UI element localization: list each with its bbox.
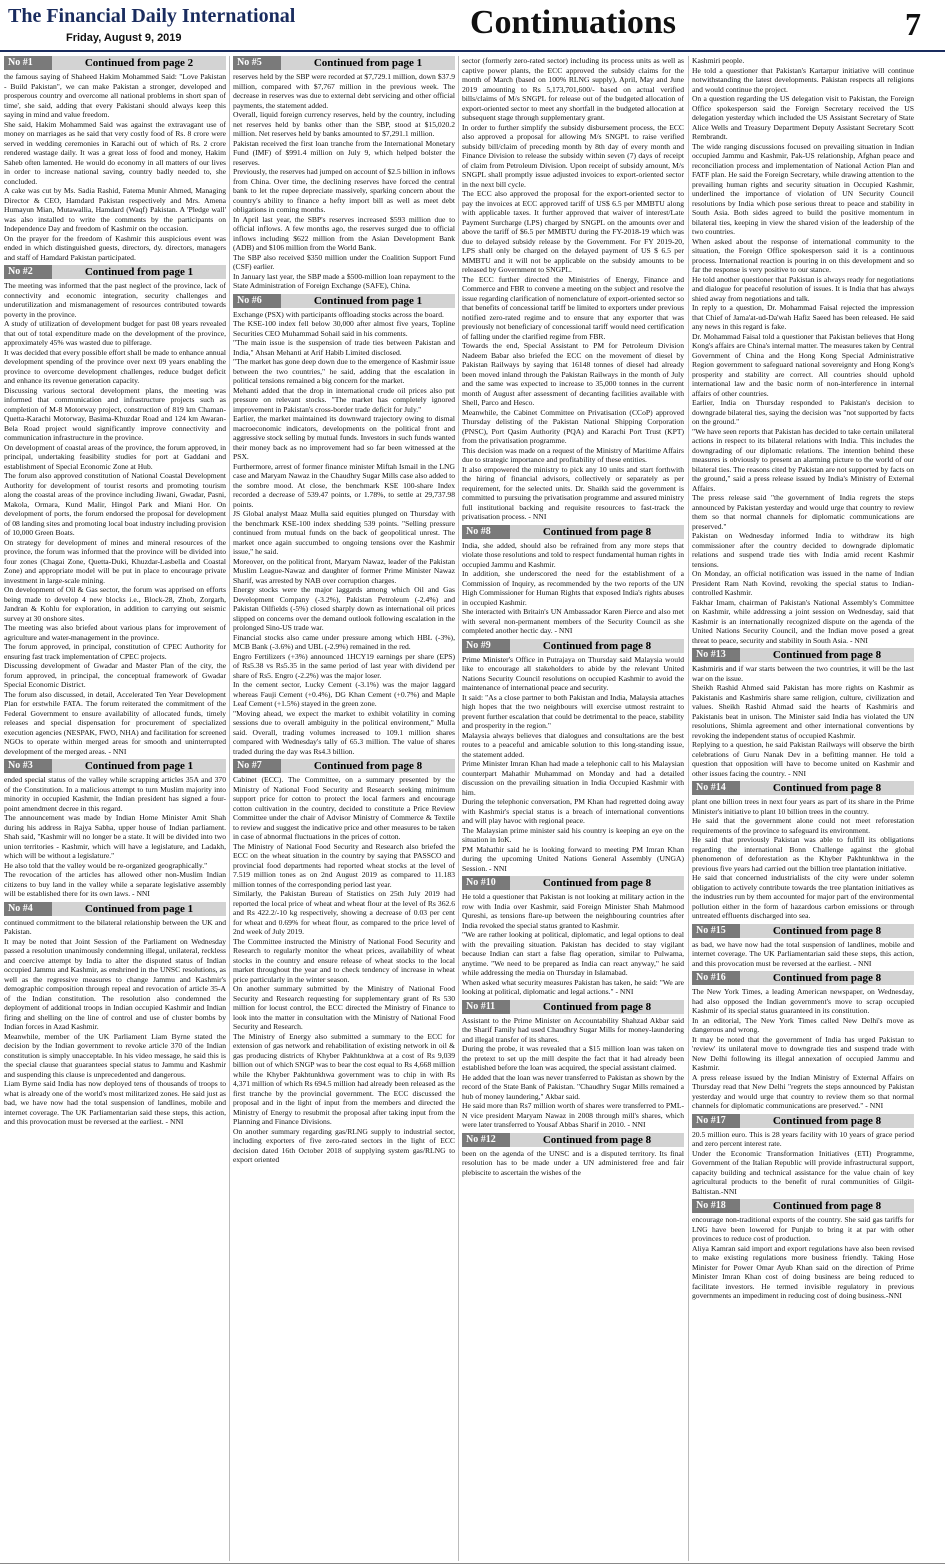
story-text: encourage non-traditional exports of the country. She said gas tariffs for LNG have been lowered for Punjab to bring it at par with other provinces to reduce cost of production. Aliya Kamran said import and export regulations have also been revised to make existing regulations more business friendly. Taking Hose Minister for Power Omar Ayub Khan said on the direction of Prime Minister Imran Khan cost of doing business are being reduced to facilitate investors. He termed invisible regulatory in previous governments an impediment in reducing cost of doing business.-NNI — [692, 1215, 914, 1300]
continuation-label: Continued from page 8 — [510, 1000, 684, 1014]
story-1 — [4, 56, 226, 262]
continuation-label: Continued from page 1 — [281, 56, 455, 70]
column-divider — [229, 56, 230, 1561]
story-header — [462, 1000, 684, 1014]
story-9 — [462, 639, 684, 874]
story-header — [692, 971, 914, 985]
continuation-label: Continued from page 8 — [740, 1199, 914, 1213]
story-number: No #17 — [692, 1114, 740, 1128]
continuation-label: Continued from page 1 — [52, 265, 226, 279]
continuation-label: Continued from page 8 — [740, 971, 914, 985]
story-text: continued commitment to the bilateral relationship between the UK and Pakistan. It may be noted that Joint Session of the Parliament on Wednesday passed a resolution unanimously condemning illegal, unilateral, reckless and coercive attempt by India to alter the disputed status of Indian occupied Jammu and Kashmir, as enshrined in the UNSC resolutions, as well as the regressive measures to change Jammu and Kashmir's demographic composition through repeal and revocation of article 35-A of the Indian constitution. The resolution also condemned the deployment of additional troops in Indian occupied Kashmir and Indian firing and shelling on the line of control and use of cluster bombs by Indian forces in Azad Kashmir. Meanwhile, member of the UK Parliament Liam Byrne stated the decision by the Indian government to revoke article 370 of the Indian constitution is simply unacceptable. In his video message, he said this is the special clause that guarantees special status to Jammu and Kashmir and suspending this clause is unprecedented and dangerous. Liam Byrne said India has now deployed tens of thousands of troops to what is already one of the world's most militarized zones. He said just as bad, we have now had the total suspension of landlines, mobile and internet coverage. The UK Parliamentarian said these steps, this action, and this provocation must be reversed at the earliest. - NNI — [4, 917, 226, 1126]
story-text: been on the agenda of the UNSC and is a disputed territory. Its final resolution has to be made under a UN administered free and fair plebiscite to ascertain the wishes of the — [462, 1148, 684, 1177]
story-number: No #12 — [462, 1133, 510, 1147]
story-header — [692, 1114, 914, 1128]
story-text: 20.5 million euro. This is 28 years facility with 10 years of grace period and zero percent interest rate. Under the Economic Transformation Initiatives (ETI) Programme, Government of the Italian Republic will provide infrastructural support, capacity building and technical assistance for the value chain of key agricultural products to the benefit of rural communities of Gilgit-Baltistan.-NNI — [692, 1129, 914, 1196]
story-8 — [462, 525, 684, 636]
column-4 — [692, 56, 914, 1561]
story-header — [233, 56, 455, 70]
story-number: No #18 — [692, 1199, 740, 1213]
story-header — [4, 759, 226, 773]
story-header — [692, 924, 914, 938]
column-1 — [4, 56, 226, 1561]
continuation-label: Continued from page 1 — [52, 759, 226, 773]
story-13 — [692, 648, 914, 778]
story-10 — [462, 876, 684, 997]
story-number: No #13 — [692, 648, 740, 662]
story-15 — [692, 924, 914, 969]
story-number: No #1 — [4, 56, 52, 70]
story-text: Prime Minister's Office in Putrajaya on Thursday said Malaysia would like to encourage all stakeholders to abide by the relevant United Nations Security Council resolutions on occupied Kashmir to avoid the maintenance of international peace and security. It said: "As a close partner to both Pakistan and India, Malaysia attaches high hopes that the two neighbours will exercise utmost restraint to prevent further escalation that could be detrimental to the peace, stability and prosperity in the region." Malaysia always believes that dialogues and consultations are the best routes to a peaceful and amicable solution to this long-standing issue, the statement added. Prime Minister Imran Khan had made a telephonic call to his Malaysian counterpart Mahathir Muhammad on Monday and had a detailed discussion on the prevailing situation in India Occupied Kashmir with him. During the telephonic conversation, PM Khan had regretted doing away with Kashmir's special status is a breach of international conventions and will play havoc with regional peace. The Malaysian prime minister said his country is keeping an eye on the situation in IoK. PM Mahathir said he is looking forward to meeting PM Imran Khan during the upcoming United Nations General Assembly (UNGA) Session. - NNI — [462, 654, 684, 873]
story-number: No #16 — [692, 971, 740, 985]
story-5 — [233, 56, 455, 291]
story-text: sector (formerly zero-rated sector) including its process units as well as captive power plants, the ECC approved the subsidy claims for the month of March (based on 100% RLNG supply), April, May and June 2019 amounting to Rs 5,173,701,600/- based on actual verified bills/claims of M/s SNGPL for release out of the budgeted allocation of export-oriented sector to meet any shortfall in the budgeted allocation at subsequent stage through supplementary grant. In order to further simplify the subsidy disbursement process, the ECC also approved a proposal for allowing M/s SNGPL to raise verified subsidy bill/claim of preceding month by 8th day of every month and Finance Division to release the subsidy within seven (7) days of receipt of claim from Petroleum Division. Upon receipt of subsidy amount, M/s SNGPL shall promptly issue adjusted invoices to export-oriented sector in the next bill cycle. The ECC also approved the proposal for the export-oriented sector to pay the invoices at ECC approved tariff of US$ 6.5 per MMBTU along with applicable taxes. It further approved that waiver of interest/Late Payment Surcharge (LPS) charged by SNGPL on the amounts over and above the tariff of $6.5 per MMBTU during the FY-2018-19 which was due to delayed subsidy release by the Government. For FY 2019-20, LPS shall only be charged on the delayed payment of US $ 6.5 per MMBTU and it will not be applicable on the subsidy amounts to be released by Government to SNGPL. The ECC further directed the Ministries of Energy, Finance and Commerce and FBR to convene a meeting on the subject and resolve the issue regarding clarification of nomenclature of export-oriented sector so that benefits of concessional tariff be limited to exporters under previous notified zero-rated regime and to ensure that any exporter that was previously not beneficiary of concessional tariff would need certification of falling under the clarified regime from FBR. Towards the end, Special Assistant to PM for Petroleum Division Nadeem Babar also briefed the ECC on the movement of diesel by Pakistan Railways by saying that 16148 tonnes of diesel had already been moved inland through the Pakistan Railways in the month of July and the same was expected to increase to 35,000 tonnes in the current month of August after assessment of decanting facilities available with Shell, Parco and Hesco. Meanwhile, the Cabinet Committee on Privatisation (CCoP) approved Thursday delisting of the Pakistan National Shipping Corporation (PNSC), Port Qasim Authority (PQA) and Karachi Port Trust (KPT) from the privatisation programme. This decision was made on a request of the Ministry of Maritime Affairs due to strategic importance and profitability of these entities. It also empowered the ministry to pick any 10 units and start forthwith the hiring of financial advisors, collectively or separately as per requirement, for the selected units. Dr. Shaikh said the government is committed to pursuing the privatisation programme and assured ministry full institutional backing and requisite resources to fast-track the privatisation process. - NNI — [462, 56, 684, 521]
continuation-label: Continued from page 8 — [740, 648, 914, 662]
story-header — [692, 781, 914, 795]
story-text: Cabinet (ECC). The Committee, on a summary presented by the Ministry of National Food Security and Research seeking minimum support price for cotton to protect the local farmers and encourage cotton cultivation in the country, decided to constitute a Price Review Committee under the chair of Advisor Ministry of Commerce & Textile to review and suggest the indicative price and other measures to be taken in case of abnormal fluctuations in the prices of cotton. The Ministry of National Food Security and Research also briefed the ECC on the wheat situation in the country by saying that PASSCO and provincial food departments had reported wheat stocks at the level of 7.519 million tones as on 2nd August 2019 as compared to 11.183 million tonnes of the corresponding period last year. Similarly, the Pakistan Bureau of Statistics on 25th July 2019 had reported the local price of wheat and wheat flour at the level of Rs 362.6 and Rs 422.2/-10 kg respectively, showing a decrease of 0.03 per cent for wheat and 0.69% for wheat flour, as compared to the price level of 2nd week of July 2019. The Committee instructed the Ministry of National Food Security and Research to regularly monitor the wheat prices, availability of wheat stocks in the country and ensure release of wheat stocks to the local market throughout the year and to check tendency of increase in wheat price particularly in the winter season. On another summary submitted by the Ministry of National Food Security and Research requesting for supplementary grant of Rs 530 million for locust control, the ECC directed the Ministry of Finance to look into the matter in consultation with the Ministry of National Food Security and Research. The Ministry of Energy also submitted a summary to the ECC for extension of gas network and rehabilitation of existing network in oil & gas producing districts of Khyber Pakhtunkhwa at a cost of Rs 9,039 billion out of which SNGP was to bear the cost equal to Rs 4,668 million while the Khyber Pakhtunkhwa government was to chip in with Rs 4,371 million of which Rs 694.5 million had already been released as the first tranche by the provincial government. The ECC discussed the proposal and in the light of input from the members and directed the Ministry of Energy to resubmit the proposal after taking input from the Planning and Finance Divisions. On another summary regarding gas/RLNG supply to industrial sector, including exporters of five zero-rated sectors in the light of ECC decision dated 16th October 2018 of supplying system gas/RLNG to export oriented — [233, 775, 455, 1164]
story-header — [462, 876, 684, 890]
story-text: ended special status of the valley while scrapping articles 35A and 370 of the Constitution. In a malicious attempt to turn Muslim majority into minority in occupied Kashmir, the Indian president has signed a four-point amendment decree in this regard. The announcement was made by Indian Home Minister Amit Shah during his address in Rajya Sabha, upper house of Indian parliament. Shah said, "Kashmir will no longer be a state. It will be divided into two union territories - Kashmir, which will have a legislature, and Ladakh, which will be without a legislature." He also told that the valley would be re-organized geographically." The revocation of the articles has allowed other non-Muslim Indian citizens to buy land in the valley while a separate legislative assembly will be established there for its own laws. - NNI — [4, 775, 226, 898]
story-17 — [692, 1114, 914, 1197]
page-number: 7 — [905, 6, 921, 42]
story-header — [462, 525, 684, 539]
story-header — [692, 648, 914, 662]
story-11 — [462, 1000, 684, 1130]
story-2 — [4, 265, 226, 756]
story-header — [4, 265, 226, 279]
section-title: Continuations — [470, 4, 676, 41]
story-header — [233, 294, 455, 308]
story-text: plant one billion trees in next four years as part of its share in the Prime Minister's initiative to plant 10 billion trees in the country. He said that the government alone could not meet reforestation requirements of the province to safeguard its environment. He said that previously Pakistan was able to fulfill its obligations regarding the international Bonn Challenge against the global phenomenon of deforestation as the Khyber Pakhtunkhwa in the previous five years had carried out the billion tree plantation initiative. He said that concerned industrialists of the city were under solemn obligation to actively contribute towards the tree plantation initiatives as the industries run by them accounted for major part of the environmental pollution either in the form of hazardous carbon emissions or through untreated effluents discharged into sea. — [692, 797, 914, 920]
story-text: reserves held by the SBP were recorded at $7,729.1 million, down $37.9 million, compared with $7,767 million in the previous week. The decrease in reserves was due to external debt servicing and other official payments, the statement added. Overall, liquid foreign currency reserves, held by the country, including net reserves held by banks other than the SBP, stood at $15,020.2 million. Net reserves held by banks amounted to $7,291.1 million. Pakistan received the first loan tranche from the International Monetary Fund (IMF) of $991.4 million on July 9, which helped bolster the reserves. Previously, the reserves had jumped on account of $2.5 billion in inflows from China. Over time, the declining reserves have forced the central bank to let the rupee depreciate massively, sparking concern about the country's ability to finance a hefty import bill as well as meet debt obligations in coming months. In April last year, the SBP's reserves increased $593 million due to official inflows. A few months ago, the reserves surged due to official inflows including $622 million from the Asian Development Bank (ADB) and $106 million from the World Bank. The SBP also received $350 million under the Coalition Support Fund (CSF) earlier. In January last year, the SBP made a $500-million loan repayment to the State Administration of Foreign Exchange (SAFE), China. — [233, 72, 455, 290]
story-12-continued — [692, 56, 914, 645]
story-6 — [233, 294, 455, 757]
story-text: Kashmiri people. He told a questioner that Pakistan's Kartarpur initiative will continue notwithstanding the latest developments. Pakistan respects all religions and would continue the project. On a question regarding the US delegation visit to Pakistan, the Foreign Office spokesperson said the Foreign Secretary received the US delegation yesterday which included the US Assistant Secretary of State Alice Wells and Treasury Department Deputy Assistant Secretary Scott Rembrandt. The wide ranging discussions focused on prevailing situation in Indian occupied Jammu and Kashmir, Pak-US relationship, Afghan peace and reconciliation process and implementation of National Action Plan and FATF plan. He said the Foreign Secretary, while drawing attention to the prevailing human rights and security situation in Occupied Kashmir, underlined the importance of violation of UN Security Council resolutions by India which pose serious threat to peace and stability in South Asia. Both sides agreed to build the positive momentum in bilateral ties, keeping in view the shared vision of the leadership of the two countries. When asked about the response of international community to the situation, the Foreign Office spokesperson said it is a continuous process. International reaction is pouring in on this development and so far the response is very positive to our stance. He told another questioner that Pakistan is always ready for negotiations and dialogue for peaceful resolution of issues. It is India that has always shied away from negotiations and talk. In reply to a question, Dr. Mohammad Faisal rejected the impression that Chief of Jama'at-ud-Da'wah Hafiz Saeed has been released. He said any news in this regard is fake. Dr. Mohammad Faisal told a questioner that Pakistan believes that Hong Kong's affairs are China's internal matter. The measures taken by Central Government of China and the Hong Kong Special Administrative Region government to safeguard national sovereignty and Hong Kong's prosperity and stability are correct. All countries should uphold international law and the basic norm of non-interference in internal affairs of other countries. Earlier, India on Thursday responded to Pakistan's decision to downgrade bilateral ties, saying the decision was "not supported by facts on the ground." "We have seen reports that Pakistan has decided to take certain unilateral actions in respect to its bilateral relations with India. This includes the downgrading of our diplomatic relations. The intention behind these measures is obviously to present an alarming picture to the world of our bilateral ties. The reasons cited by Pakistan are not supported by facts on the ground," said a press release issued by India's Ministry of External Affairs. The press release said "the government of India regrets the steps announced by Pakistan yesterday and would urge that country to review them so that normal channels for diplomatic communications are preserved." Pakistan on Wednesday informed India to withdraw its high commissioner after the country decided to downgrade diplomatic relations and suspend trade ties with India amid recent Kashmir tensions. On Monday, an official notification was issued in the name of Indian President Ram Nath Kovind, revoking the special status to Indian-controlled Kashmir. Fakhar Imam, chairman of Pakistan's National Assembly's Committee on Kashmir, while addressing a joint session on Wednesday, said that Kashmir is an internationally recognized dispute on the agenda of the United Nations Security Council, and the Indian move posed a great threat to peace, security and stability in South Asia. - NNI — [692, 56, 914, 645]
continuation-label: Continued from page 1 — [281, 294, 455, 308]
masthead — [0, 0, 945, 52]
story-text: He told a questioner that Pakistan is not looking at military action in the row with India over Kashmir, said Foreign Minister Shah Mahmood Qureshi, as tensions flare-up between the neighbouring countries after India revoked the special status granted to Kashmir. "We are rather looking at political, diplomatic, and legal options to deal with the prevailing situation. Pakistan has decided to stay vigilant because Indian can start a false flag operation, similar to Pulwama, anytime. "We need to be prepared as India can react anyway," he said while addressing the media on Thursday in Islamabad. When asked what security measures Pakistan has taken, he said: "We are looking at political, diplomatic and legal actions." - NNI — [462, 892, 684, 996]
story-4 — [4, 902, 226, 1127]
story-header — [233, 759, 455, 773]
story-text: India, she added, should also be refrained from any more steps that violate those resolutions and told to respect fundamental human rights in occupied Jammu and Kashmir. In addition, she underscored the need for the establishment of a Commission of Inquiry, as recommended by the two reports of the UN High Commissioner for Human Rights that exposed India's rights abuses in occupied Kashmir. She interacted with Britain's UN Ambassador Karen Pierce and also met with several non-permanent members of the Security Council as she completed another hectic day. - NNI — [462, 540, 684, 635]
story-text: The New York Times, a leading American newspaper, on Wednesday, had also opposed the Indian government's move to scrap occupied Kashmir of its special status guaranteed in its constitution. In an editorial, The New York Times called New Delhi's move as dangerous and wrong. It may be noted that the government of India has urged Pakistan to 'review' its unilateral move to downgrade ties and suspend trade with New Delhi following its illegal annexation of occupied Jammu and Kashmir. A press release issued by the Indian Ministry of External Affairs on Thursday read that New Delhi "regrets the steps announced by Pakistan yesterday and would urge that country to review them so that normal channels for diplomatic communications are preserved." - NNI — [692, 987, 914, 1110]
continuation-label: Continued from page 8 — [740, 781, 914, 795]
story-text: as bad, we have now had the total suspension of landlines, mobile and internet coverage. The UK Parliamentarian said these steps, this action, and this provocation must be reversed at the earliest. - NNI — [692, 939, 914, 968]
column-divider — [458, 56, 459, 1561]
continuation-label: Continued from page 8 — [740, 924, 914, 938]
story-header — [462, 1133, 684, 1147]
story-7 — [233, 759, 455, 1165]
story-number: No #10 — [462, 876, 510, 890]
story-number: No #11 — [462, 1000, 510, 1014]
story-number: No #6 — [233, 294, 281, 308]
continuation-label: Continued from page 8 — [740, 1114, 914, 1128]
publication-date: Friday, August 9, 2019 — [66, 32, 182, 44]
story-text: the famous saying of Shaheed Hakim Mohammed Said: "Love Pakistan - Build Pakistan", we can make Pakistan a stronger, developed and prosperous country and overcome all national problems in short span of time', she said, adding that every Pakistani should always keep this saying in mind and value freedom. She said, Hakim Mohammed Said was against the extravagant use of money on marriages as he said that very costly food of Rs. 8 crore were served in wedding ceremonies in Karachi out of which of Rs. 2 crore rendered wastage daily. It was a great loss of food and money, Hakim Saheb often lamented. He would do economy in all matters of our lives in order to increase national saving, country badly needed to, she concluded. A cake was cut by Ms. Sadia Rashid, Fatema Munir Ahmed, Managing Director & CEO, Hamdard Pakistan respectively and Mrs. Amena Humayun Mian, Mutawallia, Hamdard (Waqf) Pakistan. A 'Pledge wall' was also installed to write the comments by the participants on Independence Day and freedom of Kashmir on the occasion. On the prayer for the freedom of Kashmir this auspicious event was ended in which distinguished guests, directors, dy. directors, managers and staff of Hamdard Pakistan participated. — [4, 72, 226, 262]
story-number: No #4 — [4, 902, 52, 916]
story-header — [4, 56, 226, 70]
story-number: No #7 — [233, 759, 281, 773]
story-text: The meeting was informed that the past neglect of the province, lack of connectivity and economic integration, security challenges and underutilization and mismanagement of resources contributed towards poverty in the province. A study of utilization of development budget for past 08 years revealed that out of total expenditure made on the development of the province, approximately 45% was wasted due to pilferage. It was decided that every possible effort shall be made to enhance annual development spending of the province over next 09 years enabling the province to overcome development challenges, reduce budget deficit and enhance its revenue generation capacity. Discussing various sectoral development plans, the meeting was informed that communication and infrastructure projects such as completion of M-8 Motorway project, construction of 819 km Chaman-Quetta-Karachi Motorway, Basima-Khuzdar Road and 124 km Awaran-Bela Road project would significantly improve connectivity and communication infrastructure in the province. On development of coastal areas of the province, the forum approved, in principal, undertaking feasibility studies for port at Gaddani and establishment of Special Economic Zone at Hub. The forum also approved constitution of National Coastal Development Authority for development of tourist resorts and promoting tourism along the coastal areas of the province including Jiwani, Gwadar, Pasni, Makola, Ormara, Kund Malir, Hingol Park and Miani Hor. On development of ports, the forum endorsed the proposal for development of 08 landing sites and promoting local boat industry including provision of 10,000 Green Boats. On strategy for development of mines and mineral resources of the province, the forum was informed that the province will be divided into four zones (Chagai Zone, Quetta-Duki, Khuzdar-Lasbella and Coastal Zone) and appropriate model will be put in place to encourage private investment in large-scale mining. On development of Oil & Gas sector, the forum was apprised on efforts being made to develop 4 new blocks i.e., Block-28, Zhob, Zorgarh, Jandran & Kohlu for exploration, in addition to carrying out seismic survey at 30 onshore sites. The meeting was also briefed about various plans for improvement of agriculture and water-management in the province. The forum approved, in principal, constitution of CPEC Authority for ensuring fast track implementation of CPEC projects. Discussing development of Gwadar and Master Plan of the city, the forum approved, in principal, the conceptual framework of Gwadar Special Economic District. The forum also discussed, in detail, Accelerated Ten Year Development Plan for erstwhile FATA. The forum reiterated the commitment of the Federal Government to ensure availability of allocated funds, timely releases and special dispensation for procurement of specialized execution agencies (NESPAK, FWO, NHA) and facilitation for screened NGOs to operate within merged areas for smooth and uninterrupted development of the merged areas. - NNI — [4, 281, 226, 756]
continuation-label: Continued from page 8 — [510, 525, 684, 539]
story-7-continued — [462, 56, 684, 522]
story-18 — [692, 1199, 914, 1301]
story-header — [462, 639, 684, 653]
story-text: Exchange (PSX) with participants offloading stocks across the board. The KSE-100 index fell below 30,000 after almost five years, Topline Securities CEO Muhammad Sohail said in his comments. "The main issue is the suspension of trade ties between Pakistan and India," Ahsan Mehanti at Arif Habib Limited disclosed. "The market has gone deep down due to the emergence of Kashmir issue between the two countries," he said, adding that the escalation in political tensions remained a big concern for the market. Mehanti added that the drop in international crude oil prices also put pressure on relevant stocks. "The market has completely ignored improvement in Pakistan's cross-border trade deficit for July." Earlier, the market maintained its downward trajectory owing to dismal macroeconomic indicators, developments on the political front and aggressive stock selling by mutual funds. Investors in such funds wanted their money back as no improvement had so far been witnessed at the PSX. Furthermore, arrest of former finance minister Miftah Ismail in the LNG case and Maryam Nawaz in the Chaudhry Sugar Mills case also added to the sombre mood. At close, the benchmark KSE 100-share Index recorded a decrease of 539.47 points, or 1.78%, to settle at 29,737.98 points. JS Global analyst Maaz Mulla said equities plunged on Thursday with the benchmark KSE-100 index shedding 539 points. "Selling pressure continued from mutual funds on the back of geopolitical unrest. The market once again succumbed to ongoing tensions over the Kashmir issue," he said. Moreover, on the political front, Maryam Nawaz, leader of the Pakistan Muslim League-Nawaz and daughter of former Prime Minister Nawaz Sharif, was arrested by NAB over corruption charges. Energy stocks were the major laggards among which Oil and Gas Development Company (-3.2%), Pakistan Petroleum (-2.4%) and Pakistan Oilfields (-5%) closed sharply down as international oil prices slipped on concerns over the demand outlook following escalation in the prolonged Sino-US trade war. Financial stocks also came under pressure among which HBL (-3%), MCB Bank (-3.6%) and UBL (-2.9%) remained in the red. Engro Fertilizers (+3%) announced 1HCY19 earnings per share (EPS) of Rs5.38 vs Rs5.35 in the same period of last year with dividend per share of Rs5. Engro (-2.2%) was the major loser. In the cement sector, Lucky Cement (-3.1%) was the major laggard whereas Fauji Cement (+0.4%), DG Khan Cement (+0.7%) and Maple Leaf Cement (+1.5%) stayed in the green zone. "Moving ahead, we expect the market to exhibit volatility in coming sessions due to overall ambiguity in the political environment," Mulla said. Overall, trading volumes increased to 109.1 million shares compared with Wednesday's tally of 65.3 million. The value of shares traded during the day was Rs4.3 billion. — [233, 309, 455, 756]
story-12 — [462, 1133, 684, 1178]
story-number: No #2 — [4, 265, 52, 279]
continuation-label: Continued from page 1 — [52, 902, 226, 916]
masthead-rule — [0, 50, 945, 52]
story-number: No #9 — [462, 639, 510, 653]
newspaper-brand: The Financial Daily International — [8, 5, 296, 27]
continuation-label: Continued from page 8 — [510, 639, 684, 653]
column-3 — [462, 56, 684, 1561]
story-14 — [692, 781, 914, 921]
story-text: Assistant to the Prime Minister on Accountability Shahzad Akbar said the Sharif Family had used Chaudhry Sugar Mills for money-laundering and illegal transfer of its shares. During the probe, it was revealed that a $15 million loan was taken on the pretext to set up the mill despite the fact that it had already been established before the loan was acquired, the special assistant claimed. He added that the loan was never transferred to Pakistan as shown by the record of the State Bank of Pakistan. "Chaudhry Sugar Mills remained a hub of money laundering," Akbar said. He said more than Rs7 million worth of shares were transferred to PML-N vice president Maryam Nawaz in 2008 through mill's shares, which were later transferred to Yousaf Abbas Sharif in 2010. - NNI — [462, 1015, 684, 1129]
page-bottom-rule — [0, 1563, 945, 1564]
story-number: No #8 — [462, 525, 510, 539]
story-number: No #3 — [4, 759, 52, 773]
story-header — [4, 902, 226, 916]
story-header — [692, 1199, 914, 1213]
story-number: No #15 — [692, 924, 740, 938]
story-text: Kashmiris and if war starts between the two countries, it will be the last war on the issue. Sheikh Rashid Ahmed said Pakistan has more rights on Kashmir as Pakistanis and Kashmiris share same religion, culture, civilization and values. Sheikh Rashid Ahmad said the hearts of Kashmiris and Pakistanis beat in unison. The Minister said India has violated the UN resolutions, Shimla agreement and other international conventions by revoking the independent status of occupied Kashmir. Replying to a question, he said Pakistan Railways will observe the birth celebrations of Guru Nanak Dev in a befitting manner. He told a question that opposition will have to become united on Kashmir and other issues facing the country. - NNI — [692, 664, 914, 778]
story-3 — [4, 759, 226, 899]
continuation-label: Continued from page 2 — [52, 56, 226, 70]
column-2 — [233, 56, 455, 1561]
column-divider — [688, 56, 689, 1561]
story-number: No #5 — [233, 56, 281, 70]
story-number: No #14 — [692, 781, 740, 795]
continuation-label: Continued from page 8 — [510, 876, 684, 890]
continuation-label: Continued from page 8 — [510, 1133, 684, 1147]
story-16 — [692, 971, 914, 1111]
continuation-label: Continued from page 8 — [281, 759, 455, 773]
